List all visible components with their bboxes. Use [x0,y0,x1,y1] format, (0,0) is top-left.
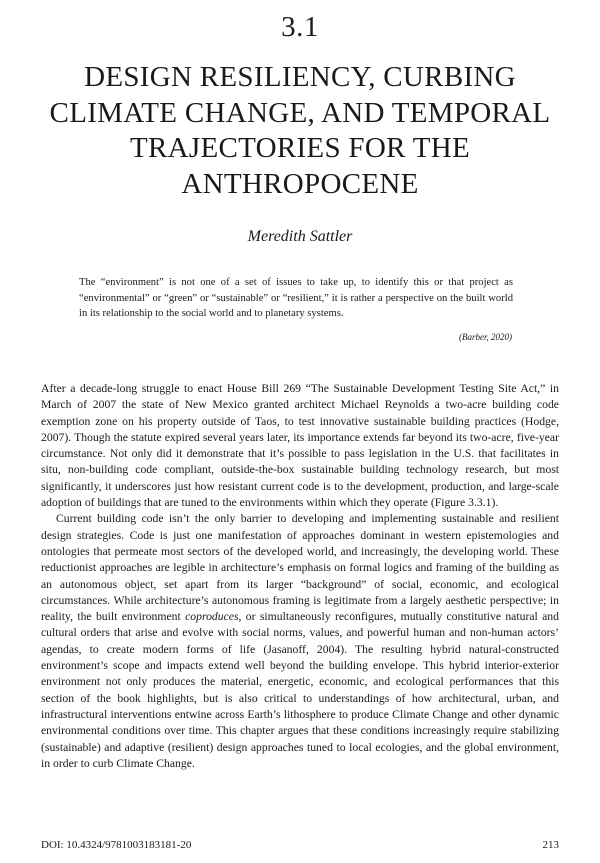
paragraph-2 [41,511,559,772]
epigraph-citation: (Barber, 2020) [459,332,512,342]
paragraph-2-part-1: Current building code isn’t the only barrier to developing and implementing sustainable and resilient design strategies. Code is just one manifestation of approaches dominant in western epistemologies and ontologies that permeate most sectors of the developed world, and increasingly, the developing world. These reductionist approaches are legible in architecture’s emphasis on formal logics and framing of the building as an autonomous object, set apart from its larger “background” of social, economic, and ecological circumstances. While architecture’s autonomous framing is legitimate from a largely aesthetic perspective; in reality, the built environment [41,512,559,624]
chapter-number: 3.1 [281,11,319,43]
body-text [41,381,559,772]
doi-footer: DOI: 10.4324/9781003183181-20 [41,839,192,851]
chapter-title: DESIGN RESILIENCY, CURBING CLIMATE CHANGE, AND TEMPORAL TRAJECTORIES FOR THE ANTHROPOCENE [49,61,551,200]
paragraph-2-part-2: , or simultaneously reconfigures, mutually constitutive natural and cultural orders that arise and evolve with social norms, values, and powerful human and non-human actors’ agendas, to create modern forms of life (Jasanoff, 2004). The resulting hybrid natural-constructed environment’s scope and impacts extend well beyond the building envelope. This hybrid interior-exterior environment not only produces the material, energetic, economic, and ecological performances that this section of the book highlights, but is also critical to understandings of how architectural, urban, and infrastructural interventions entwine across Earth’s lithosphere to produce Climate Change and other dynamic environmental conditions over time. This chapter argues that these conditions increasingly require stabilizing (sustainable) and adaptive (resilient) design approaches tuned to local ecologies, and the global environment, in order to curb Climate Change. [41,610,559,770]
author-name: Meredith Sattler [247,228,353,245]
epigraph-quote: The “environment” is not one of a set of issues to take up, to identify this or that project as “environmental” or “green” or “sustainable” or “resilient,” it is rather a perspective on the built world in its relationship to the social world and to planetary systems. [79,277,513,320]
emphasis-coproduces: coproduces [185,610,239,624]
paragraph-1: After a decade-long struggle to enact House Bill 269 “The Sustainable Development Testing Site Act,” in March of 2007 the state of New Mexico granted architect Michael Reynolds a two-acre building code exemption zone on his property outside of Taos, to test innovative sustainable building practices (Hodge, 2007). Though the statute expired several years later, its importance extends far beyond its two-acre, five-year circumstance. Not only did it demonstrate that it’s possible to pass legislation in the U.S. that facilitates in situ, non-building code compliant, outside-the-box sustainable building technology research, but most significantly, it underscores just how resistant current code is to the development, production, and large-scale adoption of buildings that are tuned to the environments within which they operate (Figure 3.3.1). [41,382,559,510]
page-number: 213 [542,839,559,851]
